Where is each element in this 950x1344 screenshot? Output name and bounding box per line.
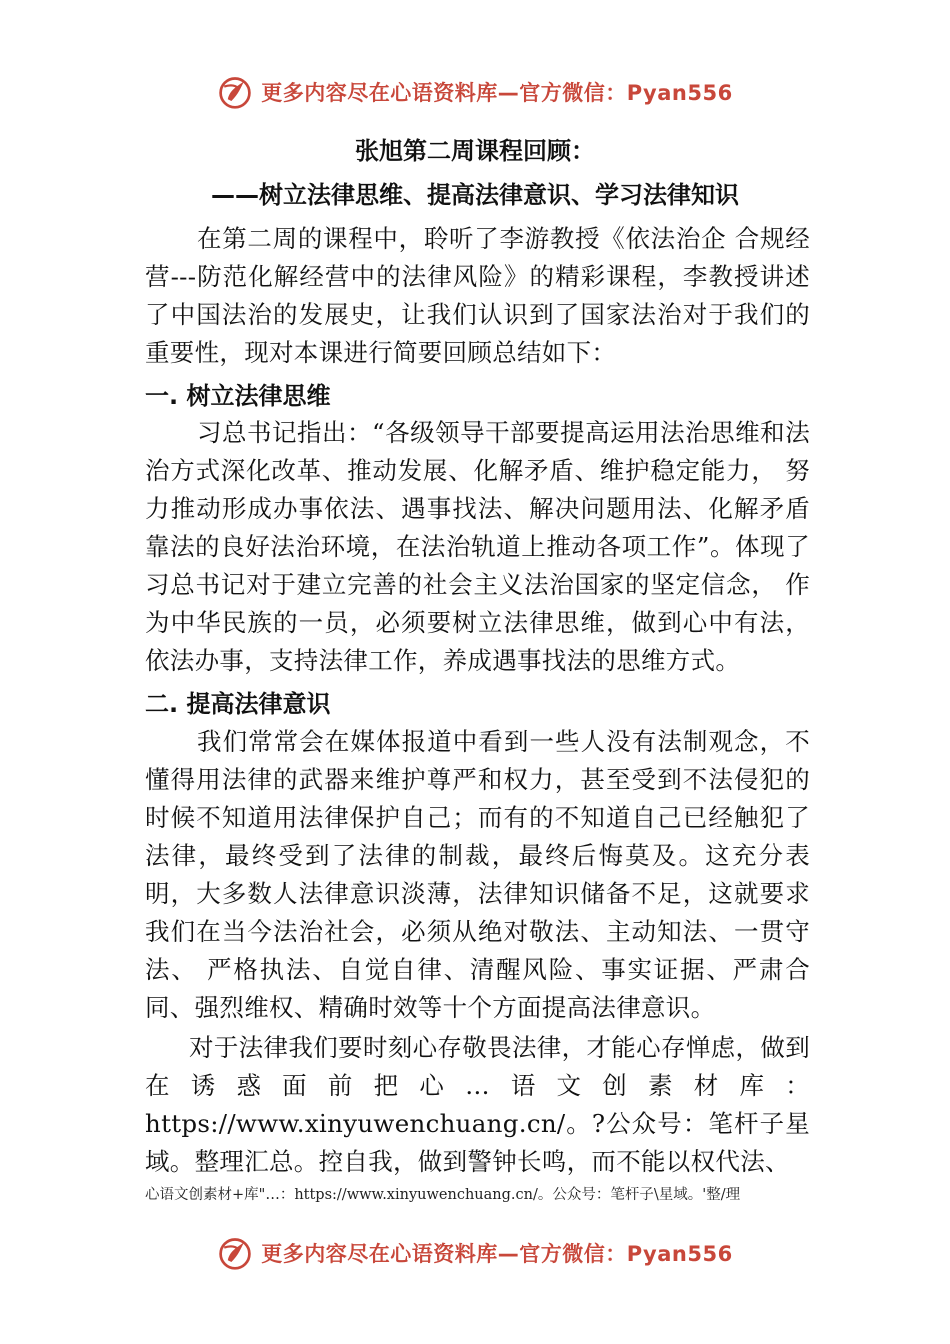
- section-2-heading: 二. 提高法律意识: [145, 690, 331, 718]
- banner-text: 更多内容尽在心语资料库—官方微信：Pyan556: [261, 81, 733, 105]
- document-title: 张旭第二周课程回顾：: [355, 137, 595, 165]
- section-2-paragraph: 我们常常会在媒体报道中看到一些人没有法制观念，不懂得用法律的武器来维护尊严和权力，甚至受到不法侵犯的时候不知道用法律保护自己；而有的不知道自己已经触犯了法律，最终受到了法律的制裁，最终后悔莫及。这充分表明，大多数人法律意识淡薄，法律知识储备不足，这就要求我们在当今法治社会，必须从绝对敬法、主动知法、一贯守法、 严格执法、自觉自律、清醒风险、事实证据、严肃合同、强烈维权、精确时效等十个方面提高法律意识。: [145, 727, 810, 1022]
- document-subtitle: ——树立法律思维、提高法律意识、学习法律知识: [211, 181, 739, 209]
- section-2-paragraph-2: 对于法律我们要时刻心存敬畏法律，才能心存惮虑，做到在诱惑面前把心…语文创素材库：https://www.xinyuwenchuang.cn/。?公众号：笔杆子星域。整理汇总。控自我，做到警钟长鸣，而不能以权代法、: [145, 1033, 810, 1176]
- flame-emblem-icon: [217, 74, 253, 110]
- flame-emblem-icon: [217, 1235, 253, 1271]
- banner-text: 更多内容尽在心语资料库—官方微信：Pyan556: [261, 1242, 733, 1266]
- section-1-heading: 一. 树立法律思维: [145, 382, 331, 410]
- intro-paragraph: 在第二周的课程中，聆听了李游教授《依法治企 合规经营---防范化解经营中的法律风险》的精彩课程，李教授讲述了中国法治的发展史，让我们认识到了国家法治对于我们的重要性，现对本课进行简要回顾总结如下：: [145, 224, 810, 367]
- section-1-paragraph: 习总书记指出：“各级领导干部要提高运用法治思维和法治方式深化改革、推动发展、化解矛盾、维护稳定能力， 努力推动形成办事依法、遇事找法、解决问题用法、化解矛盾靠法的良好法治环境，在法治轨道上推动各项工作”。体现了习总书记对于建立完善的社会主义法治国家的坚定信念， 作为中华民族的一员，必须要树立法律思维，做到心中有法， 依法办事，支持法律工作，养成遇事找法的思维方式。: [145, 418, 810, 675]
- footer-note: 心语文创素材+库"…：https://www.xinyuwenchuang.cn/。公众号：笔杆子\星域。'整/理: [145, 1187, 741, 1203]
- header-banner: [0, 72, 950, 112]
- footer-banner: [0, 1233, 950, 1273]
